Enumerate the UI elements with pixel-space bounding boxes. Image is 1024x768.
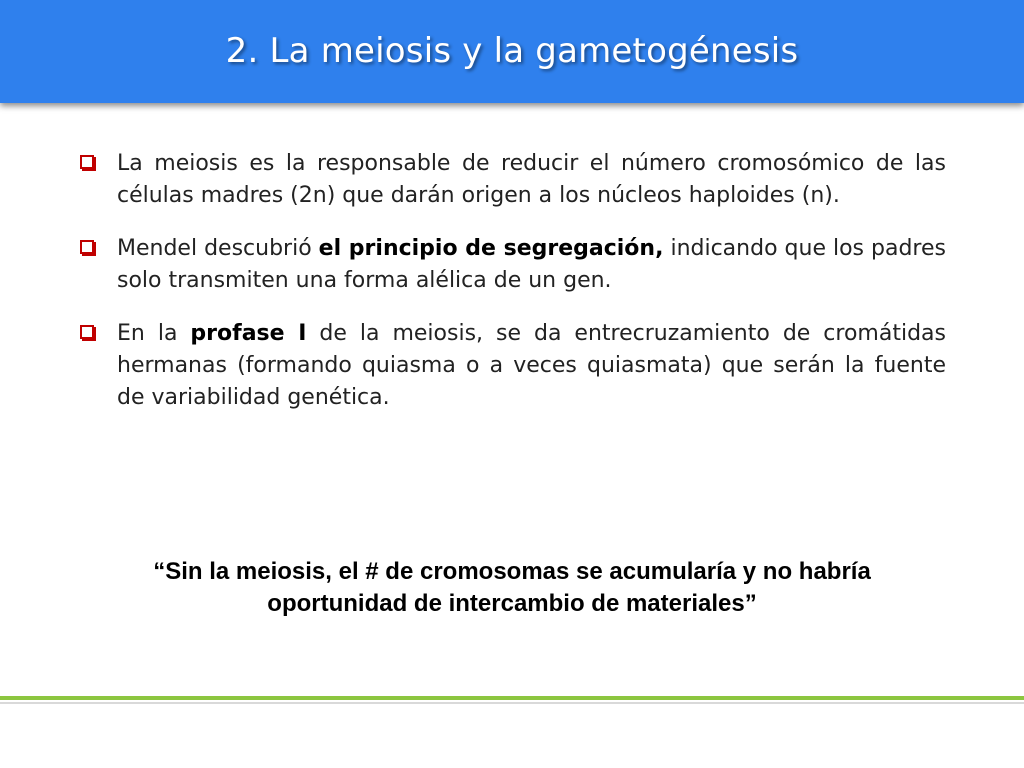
checkbox-bullet-icon (80, 325, 94, 339)
bullet-text-post: indicando que los padres solo transmiten una forma alélica de un gen. (117, 236, 946, 293)
slide-title: 2. La meiosis y la gametogénesis (225, 30, 799, 71)
bullet-item (80, 233, 946, 297)
bullet-item (80, 148, 946, 212)
quote-line-2: oportunidad de intercambio de materiales” (267, 590, 757, 617)
checkbox-bullet-icon (80, 240, 94, 254)
bullet-text-pre: En la (117, 321, 191, 346)
bullet-text-bold: el principio de segregación, (318, 236, 664, 261)
bullet-text-post: de la meiosis, se da entrecruzamiento de cromátidas hermanas (formando quiasma o a veces quiasmata) que serán la fuente de variabilidad genética. (117, 321, 946, 410)
closing-quote (60, 556, 964, 620)
footer-accent-line (0, 696, 1024, 700)
bullet-item (80, 318, 946, 414)
title-bar (0, 0, 1024, 103)
bullet-text: La meiosis es la responsable de reducir el número cromosómico de las células madres (2n) que darán origen a los núcleos haploides (n). (117, 151, 946, 208)
bullet-text-bold: profase I (190, 321, 307, 346)
bullet-text-pre: Mendel descubrió (117, 236, 319, 261)
quote-line-1: “Sin la meiosis, el # de cromosomas se acumularía y no habría (153, 558, 871, 585)
bullet-list (80, 148, 946, 435)
footer-divider (0, 702, 1024, 704)
checkbox-bullet-icon (80, 155, 94, 169)
